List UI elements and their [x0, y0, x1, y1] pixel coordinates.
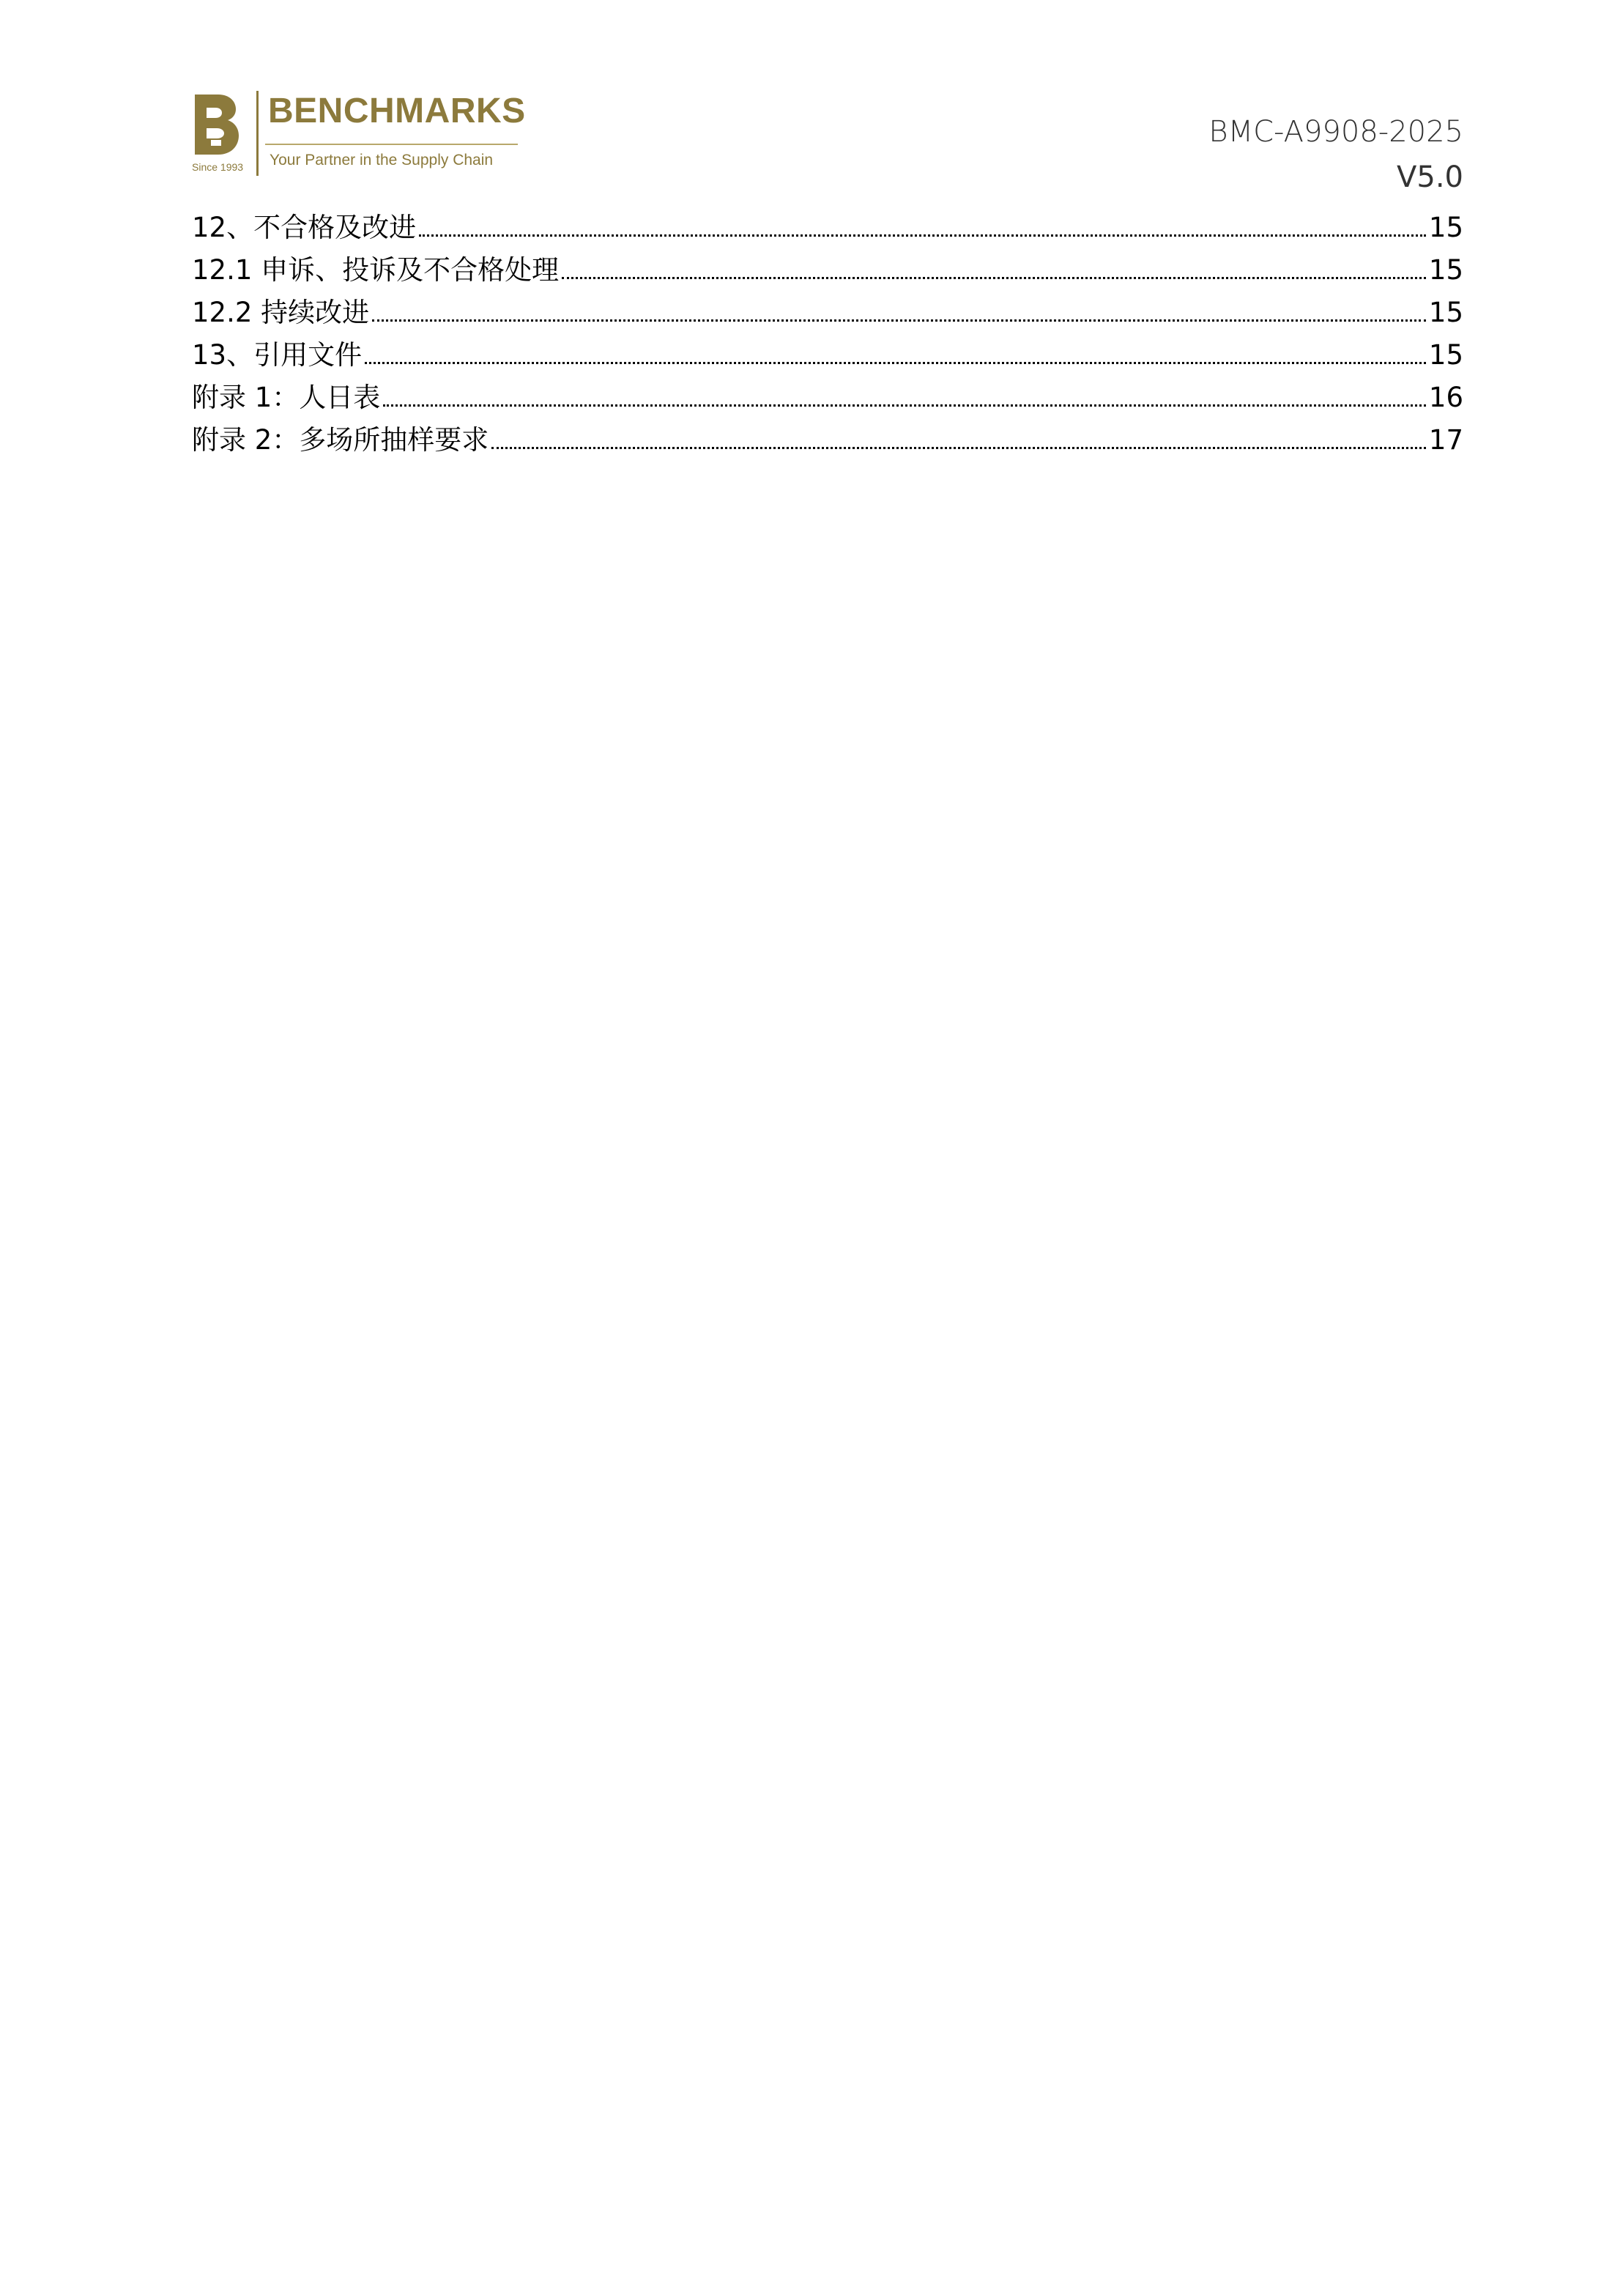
logo-divider [256, 91, 259, 176]
toc-entry[interactable] [192, 249, 1463, 292]
benchmarks-logo-icon [192, 92, 242, 158]
toc-entry-title: 12.1 申诉、投诉及不合格处理 [192, 254, 560, 286]
toc-entry-page: 15 [1428, 339, 1463, 371]
toc-entry[interactable] [192, 207, 1463, 249]
toc-dot-leader [372, 319, 1426, 322]
logo-brand-name: BENCHMARKS [268, 92, 526, 130]
logo-since: Since 1993 [192, 161, 244, 173]
toc-entry[interactable] [192, 334, 1463, 377]
document-version: V5.0 [1397, 160, 1463, 194]
logo-rule [265, 144, 518, 145]
company-logo [192, 88, 529, 183]
toc-entry-title: 12、不合格及改进 [192, 212, 417, 243]
toc-entry-page: 16 [1428, 382, 1463, 413]
toc-entry[interactable] [192, 292, 1463, 334]
toc-entry-page: 17 [1428, 424, 1463, 456]
toc-entry-page: 15 [1428, 212, 1463, 243]
logo-tagline: Your Partner in the Supply Chain [270, 152, 494, 169]
toc-entry[interactable] [192, 377, 1463, 419]
toc-entry-title: 13、引用文件 [192, 339, 363, 371]
toc-entry-page: 15 [1428, 297, 1463, 328]
toc-dot-leader [419, 234, 1426, 237]
toc-dot-leader [491, 447, 1426, 449]
toc-dot-leader [365, 362, 1426, 364]
toc-entry-title: 附录 1：人日表 [192, 382, 381, 413]
toc-dot-leader [562, 277, 1426, 279]
toc-entry[interactable] [192, 419, 1463, 462]
table-of-contents [192, 207, 1463, 462]
toc-entry-title: 12.2 持续改进 [192, 297, 370, 328]
document-id: BMC-A9908-2025 [1208, 115, 1463, 149]
toc-dot-leader [383, 404, 1426, 407]
toc-entry-page: 15 [1428, 254, 1463, 286]
toc-entry-title: 附录 2：多场所抽样要求 [192, 424, 489, 456]
